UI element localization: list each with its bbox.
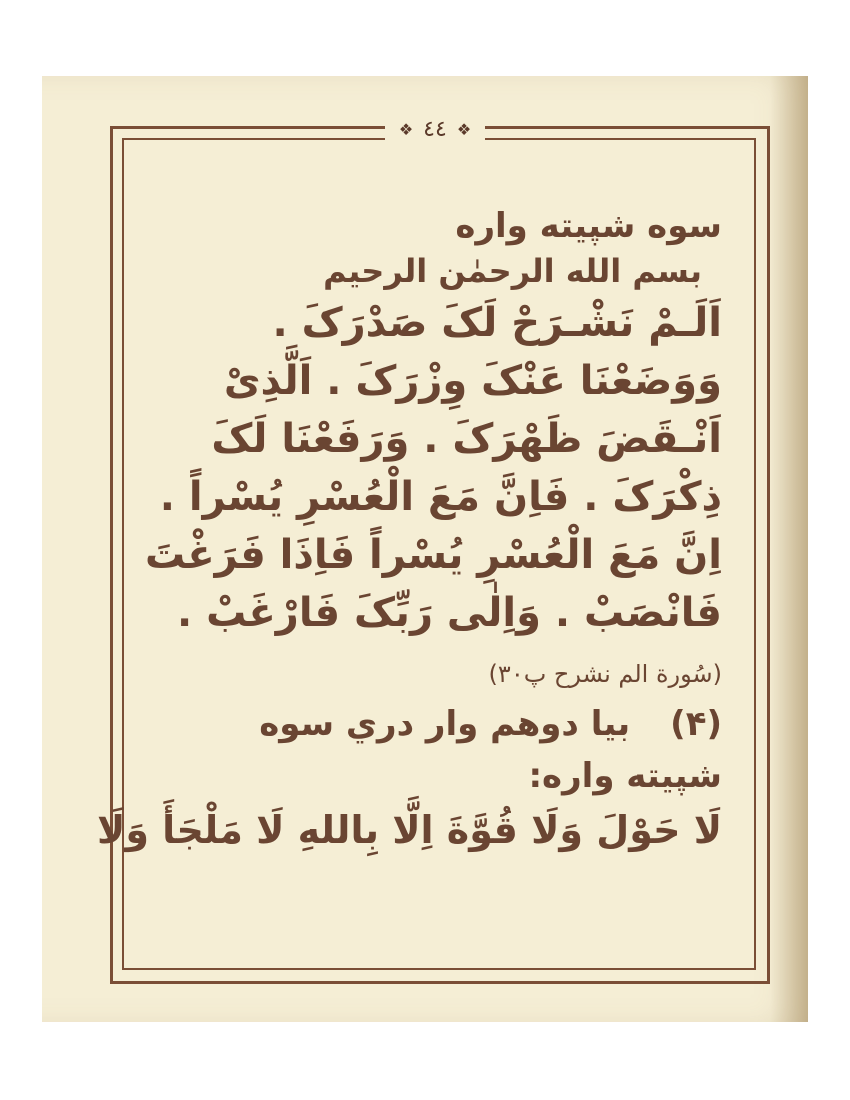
verse-line: اَلَـمْ نَشْـرَحْ لَکَ صَدْرَکَ . <box>272 300 722 346</box>
verse-line: وَوَضَعْنَا عَنْکَ وِزْرَکَ . اَلَّذِیْ <box>223 358 722 404</box>
basmala: بسم الله الرحمٰن الرحيم <box>323 252 702 290</box>
verse-line: اَنْـقَضَ ظَهْرَکَ . وَرَفَعْنَا لَکَ <box>211 416 722 462</box>
section-heading-continued: شپيته واره: <box>528 756 722 796</box>
section-heading <box>152 698 722 750</box>
verse-line: فَانْصَبْ . وَاِلٰى رَبِّکَ فَارْغَبْ . <box>177 590 722 636</box>
book-page <box>42 76 808 1022</box>
section-title: سوه شپيته واره <box>455 206 722 246</box>
page-number-header <box>385 116 485 142</box>
page-text <box>97 204 722 858</box>
page-edge-shadow <box>770 76 808 1022</box>
section-heading-text: بيا دوهم وار دري سوه <box>259 704 631 744</box>
verse-line: ذِکْرَکَ . فَاِنَّ مَعَ الْعُسْرِ يُسْراً . <box>159 474 722 520</box>
surah-reference: (سُورة الم نشرح پ۳۰) <box>488 660 722 688</box>
section-number: (۴) <box>670 704 722 744</box>
dua-line: لَا حَوْلَ وَلَا قُوَّةَ اِلَّا بِاللهِ لَا مَلْجَأَ وَلَا <box>97 808 722 852</box>
verse-line: اِنَّ مَعَ الْعُسْرِ يُسْراً فَاِذَا فَرَغْتَ <box>145 532 722 578</box>
page-number: ٤٤ <box>423 116 447 142</box>
ornament-left-icon: ❖ <box>398 119 414 139</box>
ornament-right-icon: ❖ <box>456 119 472 139</box>
